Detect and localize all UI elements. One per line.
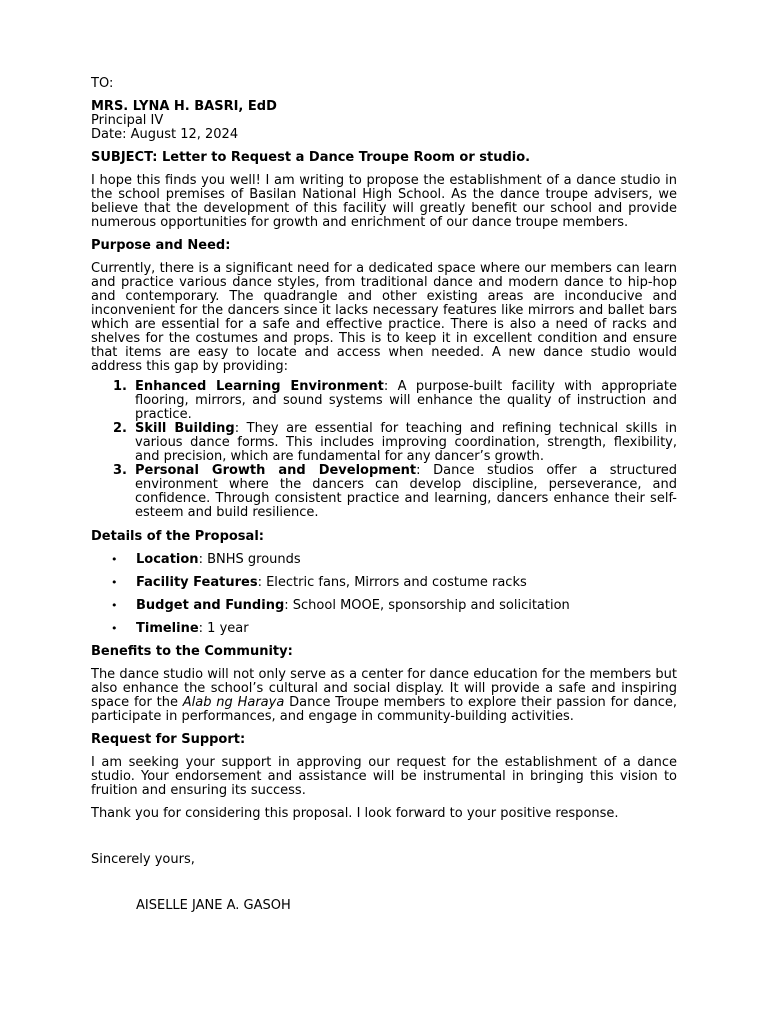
- request-paragraph: I am seeking your support in approving our request for the establishment of a dance studio. Your endorsement and assistance will be instrumental in bringing this vision to fruition and ensuring its success.: [91, 755, 677, 798]
- list-item-title: Timeline: [136, 621, 199, 636]
- request-heading: Request for Support:: [91, 732, 246, 747]
- list-item-text: : 1 year: [198, 621, 249, 636]
- letter-date: Date: August 12, 2024: [91, 127, 239, 142]
- list-item-title: Enhanced Learning Environment: [135, 379, 384, 394]
- list-item-title: Facility Features: [136, 575, 258, 590]
- list-number: 1.: [113, 379, 127, 394]
- intro-paragraph: I hope this finds you well! I am writing to propose the establishment of a dance studio in the school premises of Basilan National High School. As the dance troupe advisers, we believe that the development of this facility will greatly benefit our school and provide numerous opportunities for growth and enrichment of our dance troupe members.: [91, 173, 677, 230]
- bullet-icon: •: [111, 576, 118, 589]
- bullet-icon: •: [111, 553, 118, 566]
- benefits-heading: Benefits to the Community:: [91, 644, 293, 659]
- purpose-paragraph: Currently, there is a significant need for a dedicated space where our members can learn and practice various dance styles, from traditional dance and modern dance to hip-hop and contemporary. The quadrangle and other existing areas are inconducive and inconvenient for the dancers since it lacks necessary features like mirrors and ballet bars which are essential for a safe and effective practice. There is also a need of racks and shelves for the costumes and props. This is to keep it in excellent condition and ensure that items are easy to locate and access when needed. A new dance studio would address this gap by providing:: [91, 261, 677, 374]
- details-heading: Details of the Proposal:: [91, 529, 264, 544]
- list-item: [91, 599, 677, 613]
- recipient-position: Principal IV: [91, 113, 164, 128]
- purpose-heading: Purpose and Need:: [91, 238, 231, 253]
- list-item-title: Budget and Funding: [136, 598, 285, 613]
- list-item-title: Skill Building: [135, 421, 235, 436]
- list-item-text: : A purpose-built facility with appropriate flooring, mirrors, and sound systems will enhance the quality of instruction and practice.: [135, 379, 677, 422]
- list-item: [91, 622, 677, 636]
- bullet-icon: •: [111, 622, 118, 635]
- list-item-text: : School MOOE, sponsorship and solicitation: [284, 598, 570, 613]
- list-item-title: Location: [136, 552, 199, 567]
- letter-page: [91, 77, 677, 913]
- list-item: [91, 553, 677, 567]
- thanks-line: Thank you for considering this proposal. I look forward to your positive response.: [91, 806, 619, 821]
- troupe-name: Alab ng Haraya: [182, 695, 285, 710]
- list-item-title: Personal Growth and Development: [135, 463, 417, 478]
- list-item-text: : Dance studios offer a structured environment where the dancers can develop discipline, perseverance, and confidence. Through consistent practice and learning, dancers enhance their self-esteem and build resilience.: [135, 463, 677, 520]
- purpose-list: [91, 380, 677, 520]
- signatory-name: AISELLE JANE A. GASOH: [136, 898, 291, 913]
- list-item-text: : Electric fans, Mirrors and costume racks: [257, 575, 527, 590]
- subject-line: SUBJECT: Letter to Request a Dance Troupe Room or studio.: [91, 150, 531, 165]
- to-label: TO:: [91, 76, 114, 91]
- list-item: [91, 422, 677, 464]
- benefits-paragraph: The dance studio will not only serve as a center for dance education for the members but also enhance the school’s cultural and social display. It will provide a safe and inspiring space for the Alab ng Haraya Dance Troupe members to explore their passion for dance, participate in performances, and engage in community-building activities.: [91, 667, 677, 724]
- list-number: 3.: [113, 463, 127, 478]
- list-item-text: : They are essential for teaching and refining technical skills in various dance forms. This includes improving coordination, strength, flexibility, and precision, which are fundamental for any dancer’s growth.: [135, 421, 677, 464]
- list-item: [91, 576, 677, 590]
- list-item: [91, 380, 677, 422]
- list-item-text: : BNHS grounds: [198, 552, 301, 567]
- details-list: [91, 553, 677, 636]
- closing-line: Sincerely yours,: [91, 852, 195, 867]
- list-number: 2.: [113, 421, 127, 436]
- list-item: [91, 464, 677, 520]
- bullet-icon: •: [111, 599, 118, 612]
- recipient-name: MRS. LYNA H. BASRI, EdD: [91, 99, 277, 114]
